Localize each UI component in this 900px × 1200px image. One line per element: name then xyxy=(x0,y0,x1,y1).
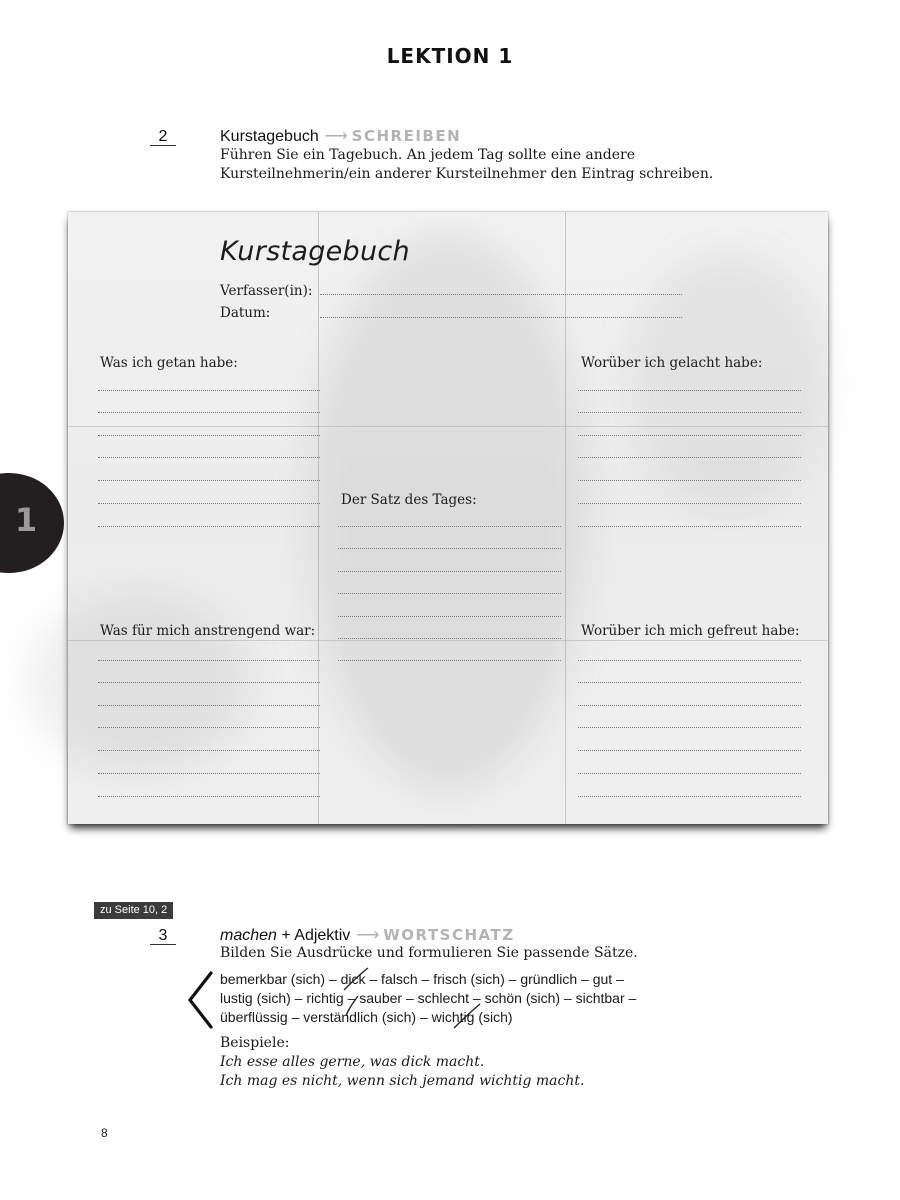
writing-line[interactable] xyxy=(578,457,801,458)
examples-label: Beispiele: xyxy=(220,1035,290,1051)
writing-line[interactable] xyxy=(338,548,561,549)
box-top-left-label: Was ich getan habe: xyxy=(100,355,238,371)
writing-line[interactable] xyxy=(98,682,320,683)
writing-line[interactable] xyxy=(578,796,801,797)
word-list xyxy=(220,970,636,1027)
writing-line[interactable] xyxy=(98,503,320,504)
writing-line[interactable] xyxy=(98,412,320,413)
exercise-3-heading xyxy=(220,925,515,945)
writing-line[interactable] xyxy=(338,526,561,527)
writing-line[interactable] xyxy=(98,526,320,527)
arrow-right-icon: ⟶ xyxy=(324,128,348,145)
exercise-2-instruction xyxy=(220,146,713,184)
exercise-2-title: Kurstagebuch xyxy=(220,128,319,145)
writing-line[interactable] xyxy=(338,660,561,661)
writing-line[interactable] xyxy=(578,503,801,504)
writing-line[interactable] xyxy=(98,773,320,774)
exercise-3-title-rest: + Adjektiv xyxy=(281,927,351,944)
writing-line[interactable] xyxy=(98,750,320,751)
writing-line[interactable] xyxy=(578,773,801,774)
diary-title: Kurstagebuch xyxy=(220,236,410,267)
author-label: Verfasser(in): xyxy=(220,283,313,299)
writing-line[interactable] xyxy=(338,616,561,617)
writing-line[interactable] xyxy=(98,660,320,661)
check-mark-icon xyxy=(450,1002,490,1032)
date-line[interactable] xyxy=(320,317,682,318)
writing-line[interactable] xyxy=(578,435,801,436)
example-sentence-1: Ich esse alles gerne, was dick macht. xyxy=(220,1054,485,1070)
diary-sheet xyxy=(68,212,828,824)
writing-line[interactable] xyxy=(338,593,561,594)
word-list-line2: lustig (sich) – richtig – sauber – schlecht – schön (sich) – sichtbar – xyxy=(220,990,637,1006)
exercise-3-title-verb: machen xyxy=(220,927,277,944)
exercise-2-number: 2 xyxy=(150,128,176,146)
writing-line[interactable] xyxy=(578,412,801,413)
exercise-3-instruction: Bilden Sie Ausdrücke und formulieren Sie passende Sätze. xyxy=(220,945,638,961)
exercise-2-heading xyxy=(220,126,461,146)
writing-line[interactable] xyxy=(98,705,320,706)
writing-line[interactable] xyxy=(578,480,801,481)
writing-line[interactable] xyxy=(578,526,801,527)
chapter-number: 1 xyxy=(14,501,38,539)
arrow-right-icon: ⟶ xyxy=(356,927,380,944)
box-bottom-left-label: Was für mich anstrengend war: xyxy=(100,623,316,639)
writing-line[interactable] xyxy=(578,705,801,706)
exercise-2-skill: SCHREIBEN xyxy=(351,127,462,145)
writing-line[interactable] xyxy=(98,390,320,391)
date-label: Datum: xyxy=(220,305,271,321)
writing-line[interactable] xyxy=(98,480,320,481)
author-line[interactable] xyxy=(320,294,682,295)
word-list-line1: bemerkbar (sich) – dick – falsch – frisch (sich) – gründlich – gut – xyxy=(220,971,624,987)
bracket-icon xyxy=(186,970,216,1030)
page-reference-tag: zu Seite 10, 2 xyxy=(94,902,173,919)
writing-line[interactable] xyxy=(578,750,801,751)
word-list-line3: überflüssig – verständlich (sich) – wichtig (sich) xyxy=(220,1009,513,1025)
writing-line[interactable] xyxy=(98,435,320,436)
writing-line[interactable] xyxy=(338,571,561,572)
exercise-2-instruction-line2: Kursteilnehmerin/ein anderer Kursteilnehmer den Eintrag schreiben. xyxy=(220,166,714,182)
exercise-3-skill: WORTSCHATZ xyxy=(383,926,515,944)
box-center-label: Der Satz des Tages: xyxy=(341,492,477,508)
box-top-right-label: Worüber ich gelacht habe: xyxy=(581,355,763,371)
writing-line[interactable] xyxy=(98,727,320,728)
writing-line[interactable] xyxy=(578,660,801,661)
writing-line[interactable] xyxy=(98,457,320,458)
writing-line[interactable] xyxy=(578,390,801,391)
box-bottom-right-label: Worüber ich mich gefreut habe: xyxy=(581,623,800,639)
exercise-2-instruction-line1: Führen Sie ein Tagebuch. An jedem Tag sollte eine andere xyxy=(220,147,636,163)
page-title: LEKTION 1 xyxy=(386,44,514,68)
writing-line[interactable] xyxy=(578,727,801,728)
page-number: 8 xyxy=(101,1126,108,1140)
example-sentence-2: Ich mag es nicht, wenn sich jemand wichtig macht. xyxy=(220,1073,585,1089)
writing-line[interactable] xyxy=(338,638,561,639)
writing-line[interactable] xyxy=(578,682,801,683)
exercise-3-number: 3 xyxy=(150,927,176,945)
writing-line[interactable] xyxy=(98,796,320,797)
check-mark-icon xyxy=(336,966,376,1026)
